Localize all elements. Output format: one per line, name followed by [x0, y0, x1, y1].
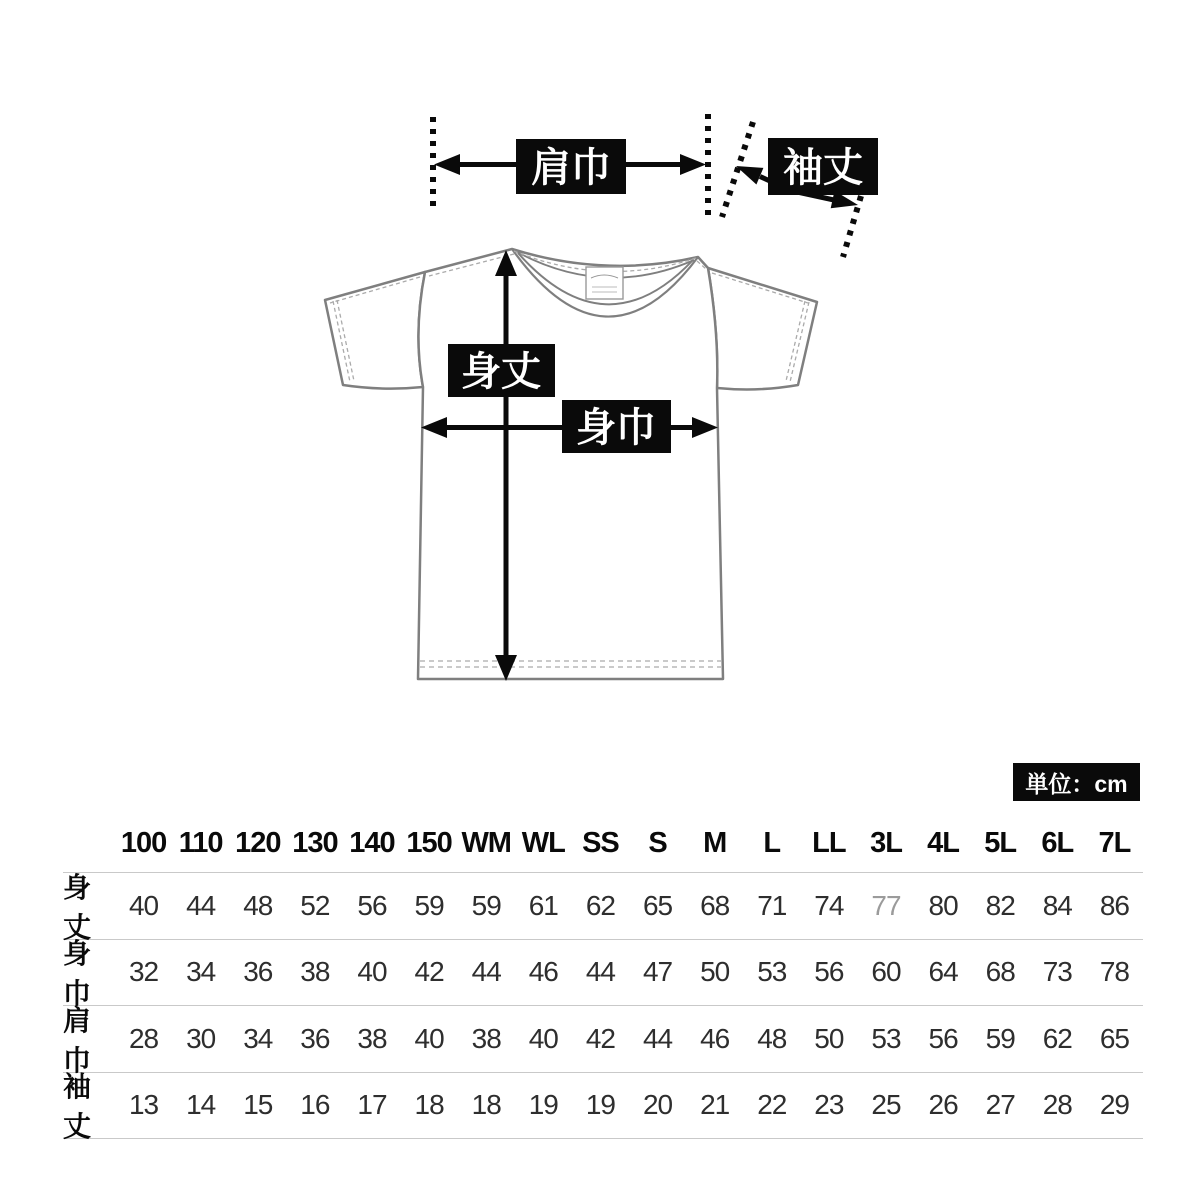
sleeve-length-arrowhead-upper — [736, 166, 763, 185]
table-cell: 86 — [1086, 873, 1143, 940]
table-cell: 77 — [857, 873, 914, 940]
table-cell: 38 — [458, 1006, 515, 1073]
table-cell: 19 — [515, 1073, 572, 1140]
table-cell: 48 — [743, 1006, 800, 1073]
table-cell: 80 — [915, 873, 972, 940]
table-cell: 40 — [343, 940, 400, 1007]
size-table — [63, 815, 1143, 1143]
size-column-header: 110 — [172, 815, 229, 873]
table-cell: 50 — [800, 1006, 857, 1073]
table-cell: 74 — [800, 873, 857, 940]
size-column-header: L — [743, 815, 800, 873]
table-cell: 23 — [800, 1073, 857, 1140]
table-cell: 52 — [286, 873, 343, 940]
table-cell: 26 — [915, 1073, 972, 1140]
table-cell: 64 — [915, 940, 972, 1007]
table-cell: 59 — [401, 873, 458, 940]
table-cell: 38 — [286, 940, 343, 1007]
table-cell: 34 — [229, 1006, 286, 1073]
table-cell: 27 — [972, 1073, 1029, 1140]
size-column-header: 3L — [857, 815, 914, 873]
body-length-label: 身丈 — [461, 350, 541, 394]
table-cell: 40 — [515, 1006, 572, 1073]
table-cell: 46 — [515, 940, 572, 1007]
table-cell: 22 — [743, 1073, 800, 1140]
table-cell: 62 — [572, 873, 629, 940]
table-cell: 30 — [172, 1006, 229, 1073]
shoulder-width-label: 肩巾 — [531, 146, 611, 190]
table-cell: 18 — [458, 1073, 515, 1140]
sleeve-length-label: 袖丈 — [783, 146, 863, 190]
table-cell: 68 — [686, 873, 743, 940]
table-cell: 59 — [972, 1006, 1029, 1073]
table-cell: 38 — [343, 1006, 400, 1073]
table-cell: 29 — [1086, 1073, 1143, 1140]
neck-tag — [586, 267, 623, 299]
table-cell: 50 — [686, 940, 743, 1007]
table-cell: 28 — [115, 1006, 172, 1073]
table-cell: 53 — [743, 940, 800, 1007]
table-cell: 62 — [1029, 1006, 1086, 1073]
size-column-header: 7L — [1086, 815, 1143, 873]
row-label: 袖丈 — [63, 1073, 115, 1140]
size-column-header: 130 — [286, 815, 343, 873]
table-cell: 36 — [229, 940, 286, 1007]
table-cell: 17 — [343, 1073, 400, 1140]
size-column-header: SS — [572, 815, 629, 873]
size-column-header: 6L — [1029, 815, 1086, 873]
table-cell: 61 — [515, 873, 572, 940]
table-cell: 32 — [115, 940, 172, 1007]
table-cell: 47 — [629, 940, 686, 1007]
table-cell: 48 — [229, 873, 286, 940]
size-column-header: 150 — [401, 815, 458, 873]
table-cell: 42 — [401, 940, 458, 1007]
size-column-header: WM — [458, 815, 515, 873]
table-cell: 59 — [458, 873, 515, 940]
table-cell: 18 — [401, 1073, 458, 1140]
size-column-header: WL — [515, 815, 572, 873]
table-cell: 25 — [857, 1073, 914, 1140]
shoulder-width-arrowhead-left — [434, 154, 460, 175]
table-cell: 65 — [1086, 1006, 1143, 1073]
table-cell: 84 — [1029, 873, 1086, 940]
table-cell: 36 — [286, 1006, 343, 1073]
tshirt-illustration — [325, 249, 817, 679]
table-cell: 73 — [1029, 940, 1086, 1007]
table-cell: 13 — [115, 1073, 172, 1140]
table-cell: 40 — [115, 873, 172, 940]
size-column-header: 5L — [972, 815, 1029, 873]
row-label: 肩巾 — [63, 1006, 115, 1073]
table-cell: 42 — [572, 1006, 629, 1073]
table-cell: 14 — [172, 1073, 229, 1140]
tshirt-body — [418, 249, 723, 679]
right-sleeve — [708, 268, 817, 389]
table-cell: 71 — [743, 873, 800, 940]
table-cell: 60 — [857, 940, 914, 1007]
row-label: 身丈 — [63, 873, 115, 940]
size-column-header: LL — [800, 815, 857, 873]
size-column-header: 100 — [115, 815, 172, 873]
table-cell: 65 — [629, 873, 686, 940]
table-cell: 21 — [686, 1073, 743, 1140]
table-cell: 44 — [572, 940, 629, 1007]
table-cell: 16 — [286, 1073, 343, 1140]
table-cell: 56 — [915, 1006, 972, 1073]
table-cell: 56 — [800, 940, 857, 1007]
table-cell: 78 — [1086, 940, 1143, 1007]
table-cell: 20 — [629, 1073, 686, 1140]
table-cell: 34 — [172, 940, 229, 1007]
table-cell: 15 — [229, 1073, 286, 1140]
table-cell: 40 — [401, 1006, 458, 1073]
size-column-header: S — [629, 815, 686, 873]
table-cell: 53 — [857, 1006, 914, 1073]
table-cell: 46 — [686, 1006, 743, 1073]
row-label: 身巾 — [63, 940, 115, 1007]
shoulder-width-arrowhead-right — [680, 154, 706, 175]
table-cell: 28 — [1029, 1073, 1086, 1140]
table-cell: 44 — [172, 873, 229, 940]
table-corner-cell — [63, 815, 115, 873]
size-column-header: 140 — [343, 815, 400, 873]
table-cell: 82 — [972, 873, 1029, 940]
table-cell: 68 — [972, 940, 1029, 1007]
body-width-label: 身巾 — [576, 406, 656, 450]
left-sleeve — [325, 272, 425, 389]
unit-badge: 単位：cm — [1013, 763, 1140, 801]
table-cell: 44 — [458, 940, 515, 1007]
size-column-header: 4L — [915, 815, 972, 873]
table-cell: 19 — [572, 1073, 629, 1140]
size-column-header: M — [686, 815, 743, 873]
size-column-header: 120 — [229, 815, 286, 873]
table-cell: 44 — [629, 1006, 686, 1073]
table-cell: 56 — [343, 873, 400, 940]
